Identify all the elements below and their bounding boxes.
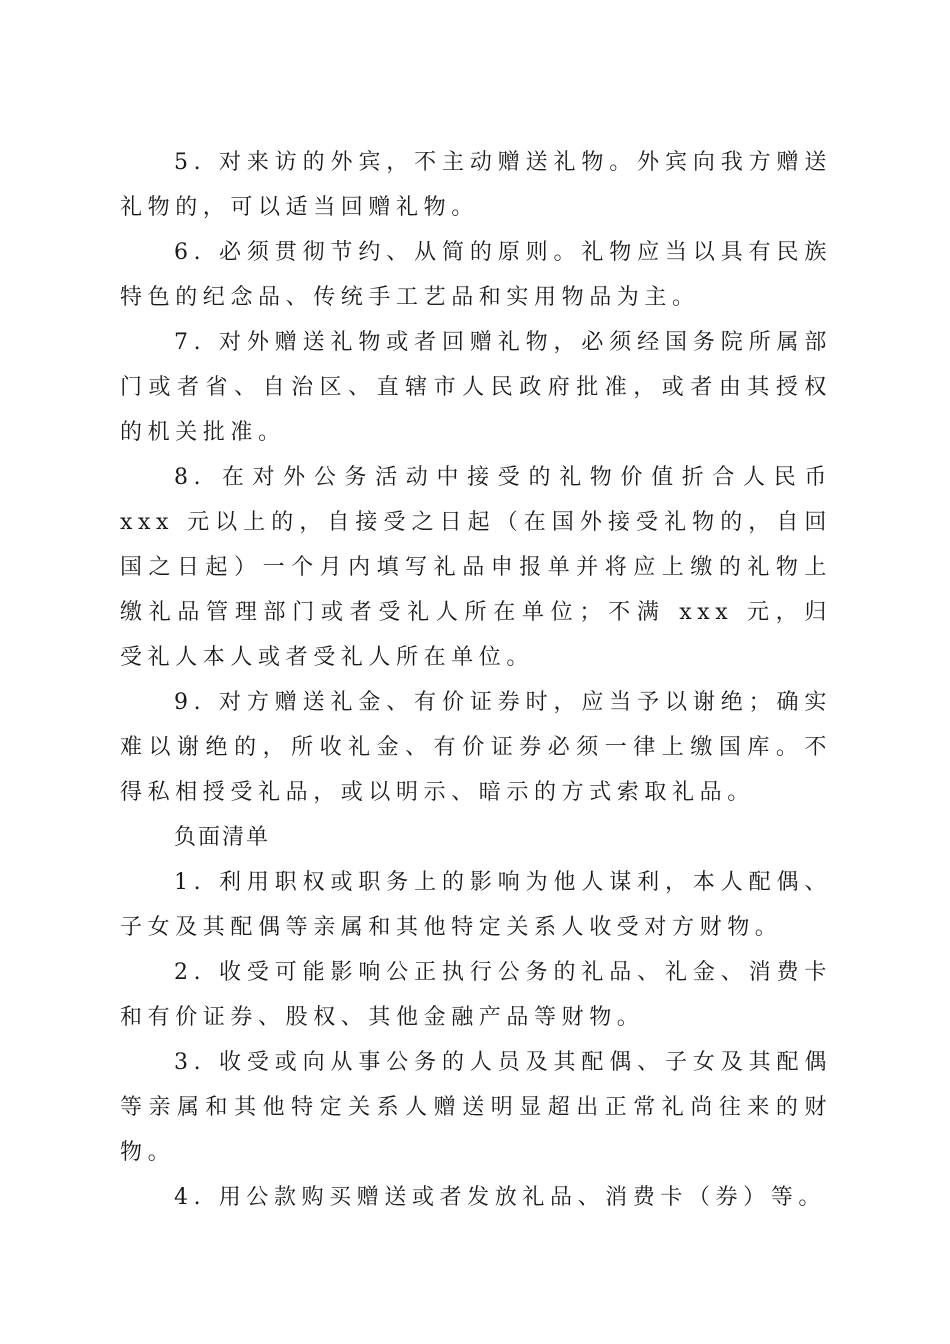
negative-item-4: 4. 用公款购买赠送或者发放礼品、消费卡（券）等。 [174,1185,826,1210]
gift-rule-8: 8. 在对外公务活动中接受的礼物价值折合人民币 xxx 元以上的，自接受之日起（在国外接受礼物的，自回国之日起）一个月内填写礼品申报单并将应上缴的礼物上缴礼品管理部门或者受礼人所在单位；不满 xxx 元，归受礼人本人或者受礼人所在单位。 [120,465,832,670]
negative-item-2: 2. 收受可能影响公正执行公务的礼品、礼金、消费卡和有价证券、股权、其他金融产品等财物。 [120,960,832,1030]
negative-item-3: 3. 收受或向从事公务的人员及其配偶、子女及其配偶等亲属和其他特定关系人赠送明显超出正常礼尚往来的财物。 [120,1050,832,1165]
negative-item-1: 1. 利用职权或职务上的影响为他人谋利，本人配偶、子女及其配偶等亲属和其他特定关系人收受对方财物。 [120,870,832,940]
gift-rule-6: 6. 必须贯彻节约、从简的原则。礼物应当以具有民族特色的纪念品、传统手工艺品和实用物品为主。 [120,240,832,310]
gift-rule-5: 5. 对来访的外宾，不主动赠送礼物。外宾向我方赠送礼物的，可以适当回赠礼物。 [120,150,832,220]
document-body [120,140,832,1220]
gift-rule-7: 7. 对外赠送礼物或者回赠礼物，必须经国务院所属部门或者省、自治区、直辖市人民政府批准，或者由其授权的机关批准。 [120,330,832,445]
negative-list-heading: 负面清单 [174,825,271,850]
gift-rule-9: 9. 对方赠送礼金、有价证券时，应当予以谢绝；确实难以谢绝的，所收礼金、有价证券必须一律上缴国库。不得私相授受礼品，或以明示、暗示的方式索取礼品。 [120,690,832,805]
